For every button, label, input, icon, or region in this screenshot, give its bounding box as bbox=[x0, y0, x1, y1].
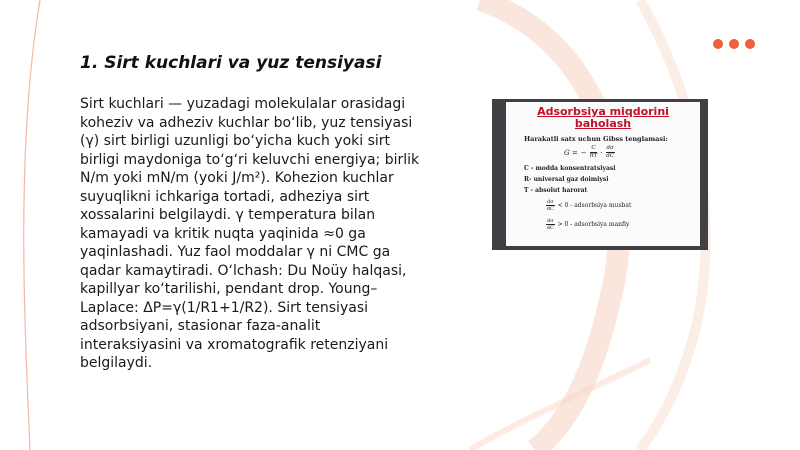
embedded-slide-title-line1: Adsorbsiya miqdorini bbox=[537, 105, 669, 118]
slide-title: 1. Sirt kuchlari va yuz tensiyasi bbox=[80, 53, 382, 73]
formula-lhs: G = bbox=[564, 148, 578, 157]
condition-line: $\frac{d\sigma}{dC}$ > 0 - adsorbsiya manfiy bbox=[546, 218, 630, 231]
legend-line: T - absolut harorat bbox=[524, 187, 588, 194]
condition-line: $\frac{d\sigma}{dC}$ < 0 - adsorbsiya musbat bbox=[546, 199, 632, 212]
embedded-slide-title bbox=[506, 106, 700, 130]
body-paragraph: Sirt kuchlari — yuzadagi molekulalar orasidagi koheziv va adheziv kuchlar bo‘lib, yuz tensiyasi (γ) sirt birligi uzunligi bo‘yicha kuch yoki sirt birligi maydoniga to‘g‘ri keluvchi energiya; birlik N/m yoki mN/m (yoki J/m²). Kohezion kuchlar suyuqlikni ichkariga tortadi, adheziya sirt xossalarini belgilaydi. γ temperatura bilan kamayadi va kritik nuqta yaqinida ≈0 ga yaqinlashadi. Yuz faol moddalar γ ni CMC ga qadar kamaytiradi. O‘lchash: Du Noüy halqasi, kapillyar ko‘tarilishi, pendant drop. Young–Laplace: ΔP=γ(1/R1+1/R2). Sirt tensiyasi adsorbsiyani, stasionar faza-analit interaksiyasini va xromatografik retenziyani belgilaydi. bbox=[80, 96, 420, 371]
decorative-arc-left bbox=[24, 0, 40, 450]
embedded-slide-subtitle: Harakatli satx uchun Gibss tenglamasi: bbox=[524, 135, 668, 143]
accent-dots bbox=[713, 39, 755, 49]
formula-fraction: $\frac{C}{RT}$ bbox=[589, 145, 598, 159]
embedded-slide-content bbox=[506, 102, 700, 246]
accent-dot bbox=[745, 39, 755, 49]
decorative-arc-bottom bbox=[470, 360, 650, 450]
embedded-slide-title-line2: baholash bbox=[574, 117, 632, 130]
legend-line: C - modda konsentratsiyasi bbox=[524, 165, 616, 172]
legend-line: R- universal gaz doimiysi bbox=[524, 176, 609, 183]
embedded-slide-image bbox=[492, 99, 708, 250]
gibbs-formula: G = − $\frac{C}{RT}$ · $\frac{d\sigma}{dC}$ bbox=[564, 145, 615, 159]
formula-fraction: $\frac{d\sigma}{dC}$ bbox=[606, 145, 615, 159]
accent-dot bbox=[729, 39, 739, 49]
accent-dot bbox=[713, 39, 723, 49]
